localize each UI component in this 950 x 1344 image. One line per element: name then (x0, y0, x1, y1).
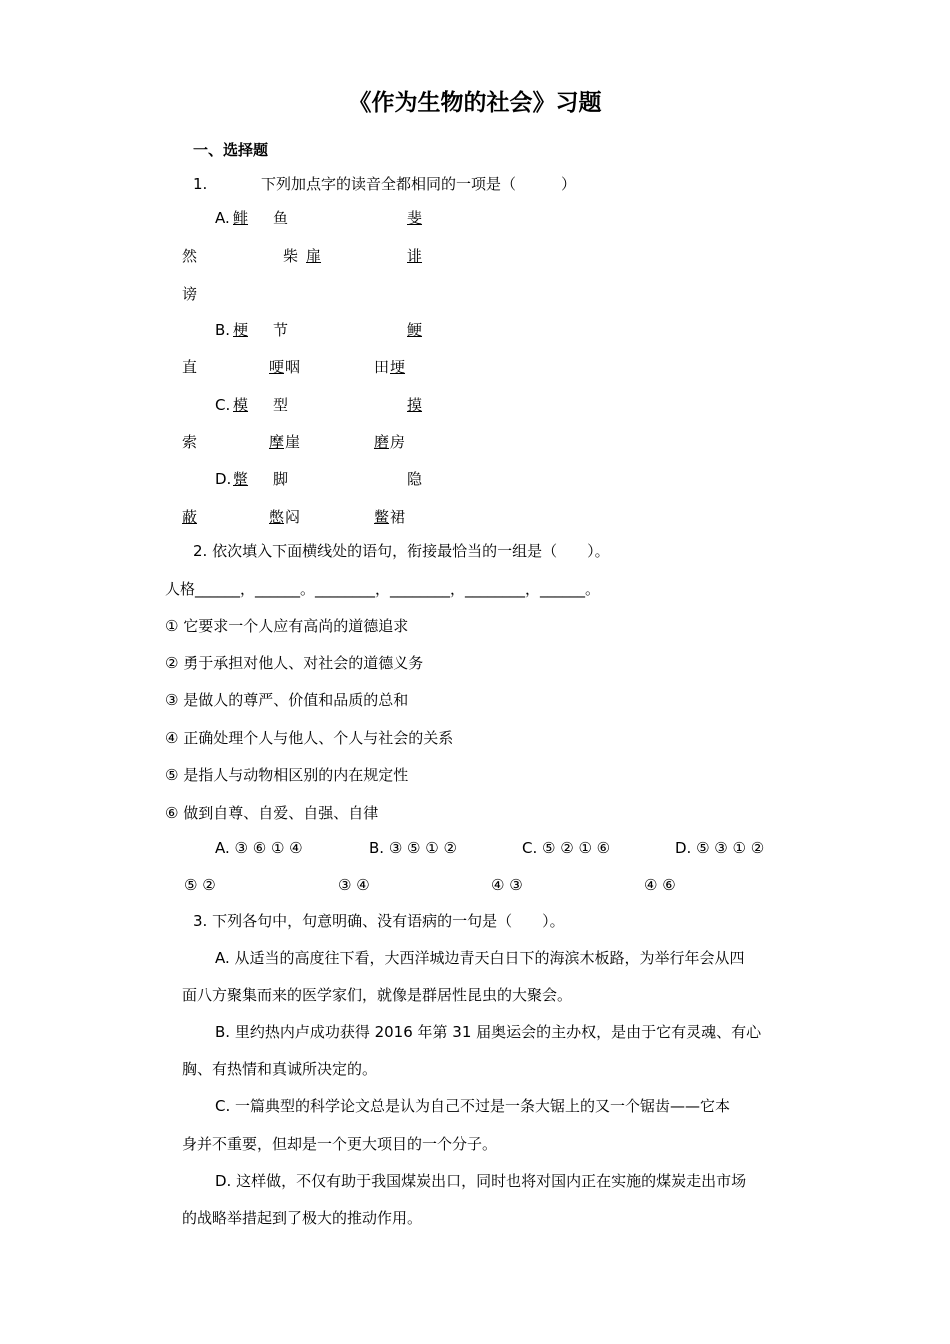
q1-a-word3-char: 扉 (306, 247, 322, 265)
q2-option-d-cont: ④ ⑥ (644, 876, 676, 894)
q1-a-word4-rest: 谤 (182, 285, 198, 303)
q2-item: ④ 正确处理个人与他人、个人与社会的关系 (165, 729, 454, 747)
q1-a-word3-first: 柴 (283, 247, 299, 265)
q1-option-a-label: A. (215, 209, 230, 227)
q2-option-d: D. ⑤ ③ ① ② (675, 839, 765, 857)
q3-option-c-line1: C. 一篇典型的科学论文总是认为自己不过是一条大锯上的又一个锯齿——它本 (215, 1097, 731, 1115)
q2-option-b-cont: ③ ④ (338, 876, 370, 894)
q1-b-word4-char: 埂 (390, 358, 406, 376)
q1-c-word1-rest: 型 (273, 396, 289, 414)
q1-b-word4-first: 田 (374, 358, 390, 376)
q3-option-c-line2: 身并不重要，但却是一个更大项目的一个分子。 (182, 1135, 498, 1153)
q3-option-b-line2: 胸、有热情和真诚所决定的。 (182, 1060, 378, 1078)
page-title: 《作为生物的社会》习题 (348, 89, 602, 116)
q3-option-a-line2: 面八方聚集而来的医学家们，就像是群居性昆虫的大聚会。 (182, 986, 573, 1004)
q1-d-word4-rest: 裙 (390, 508, 406, 526)
q2-blank-line: 人格______，______。________，________，________，______。 (165, 580, 601, 598)
q1-b-word1-char: 梗 (233, 321, 249, 339)
q1-c-word2-rest: 索 (182, 433, 198, 451)
q3-stem: 3. 下列各句中，句意明确、没有语病的一句是（ ）。 (193, 912, 565, 930)
q1-b-word2-rest: 直 (182, 358, 198, 376)
q1-option-d-label: D. (215, 470, 232, 488)
q1-d-word3-rest: 闷 (285, 508, 301, 526)
q2-option-a-cont: ⑤ ② (184, 876, 216, 894)
q1-d-word1-char: 蹩 (233, 470, 249, 488)
q3-option-d-line1: D. 这样做，不仅有助于我国煤炭出口，同时也将对国内正在实施的煤炭走出市场 (215, 1172, 747, 1190)
section-heading: 一、选择题 (193, 141, 269, 159)
q1-c-word4-char: 磨 (374, 433, 390, 451)
q1-b-word3-char: 哽 (269, 358, 285, 376)
q1-stem: 下列加点字的读音全都相同的一项是（ ） (261, 175, 577, 193)
q2-stem: 2. 依次填入下面横线处的语句，衔接最恰当的一组是（ ）。 (193, 542, 610, 560)
q1-b-word2-char: 鲠 (407, 321, 423, 339)
q2-item: ⑥ 做到自尊、自爱、自强、自律 (165, 804, 379, 822)
q1-a-word4-char: 诽 (407, 247, 423, 265)
q1-option-b-label: B. (215, 321, 231, 339)
q1-d-word1-rest: 脚 (273, 470, 289, 488)
q2-item: ⑤ 是指人与动物相区别的内在规定性 (165, 766, 409, 784)
q1-a-word2-rest: 然 (182, 247, 198, 265)
q3-option-d-line2: 的战略举措起到了极大的推动作用。 (182, 1209, 423, 1227)
q2-option-b: B. ③ ⑤ ① ② (369, 839, 457, 857)
q1-d-word2-char: 蔽 (182, 508, 198, 526)
q1-option-c-label: C. (215, 396, 231, 414)
q2-item: ① 它要求一个人应有高尚的道德追求 (165, 617, 409, 635)
q1-d-word4-char: 鳖 (374, 508, 390, 526)
q1-c-word2-char: 摸 (407, 396, 423, 414)
q2-option-c: C. ⑤ ② ① ⑥ (522, 839, 611, 857)
q3-option-b-line1: B. 里约热内卢成功获得 2016 年第 31 届奥运会的主办权，是由于它有灵魂、有心 (215, 1023, 762, 1041)
q1-a-word1-rest: 鱼 (273, 209, 289, 227)
q2-option-a: A. ③ ⑥ ① ④ (215, 839, 303, 857)
q1-number: 1. (193, 175, 208, 193)
q3-option-a-line1: A. 从适当的高度往下看，大西洋城边青天白日下的海滨木板路，为举行年会从四 (215, 949, 745, 967)
q1-a-word1-char: 鲱 (233, 209, 249, 227)
q1-c-word3-rest: 崖 (285, 433, 301, 451)
q2-item: ③ 是做人的尊严、价值和品质的总和 (165, 691, 409, 709)
q1-c-word1-char: 模 (233, 396, 249, 414)
q2-option-c-cont: ④ ③ (491, 876, 523, 894)
q1-b-word3-rest: 咽 (285, 358, 301, 376)
q1-d-word3-char: 憋 (269, 508, 285, 526)
q1-b-word1-rest: 节 (273, 321, 289, 339)
q1-d-word2-first: 隐 (407, 470, 423, 488)
q1-a-word2-char: 斐 (407, 209, 423, 227)
q1-c-word4-rest: 房 (390, 433, 406, 451)
q2-item: ② 勇于承担对他人、对社会的道德义务 (165, 654, 424, 672)
q1-c-word3-char: 摩 (269, 433, 285, 451)
